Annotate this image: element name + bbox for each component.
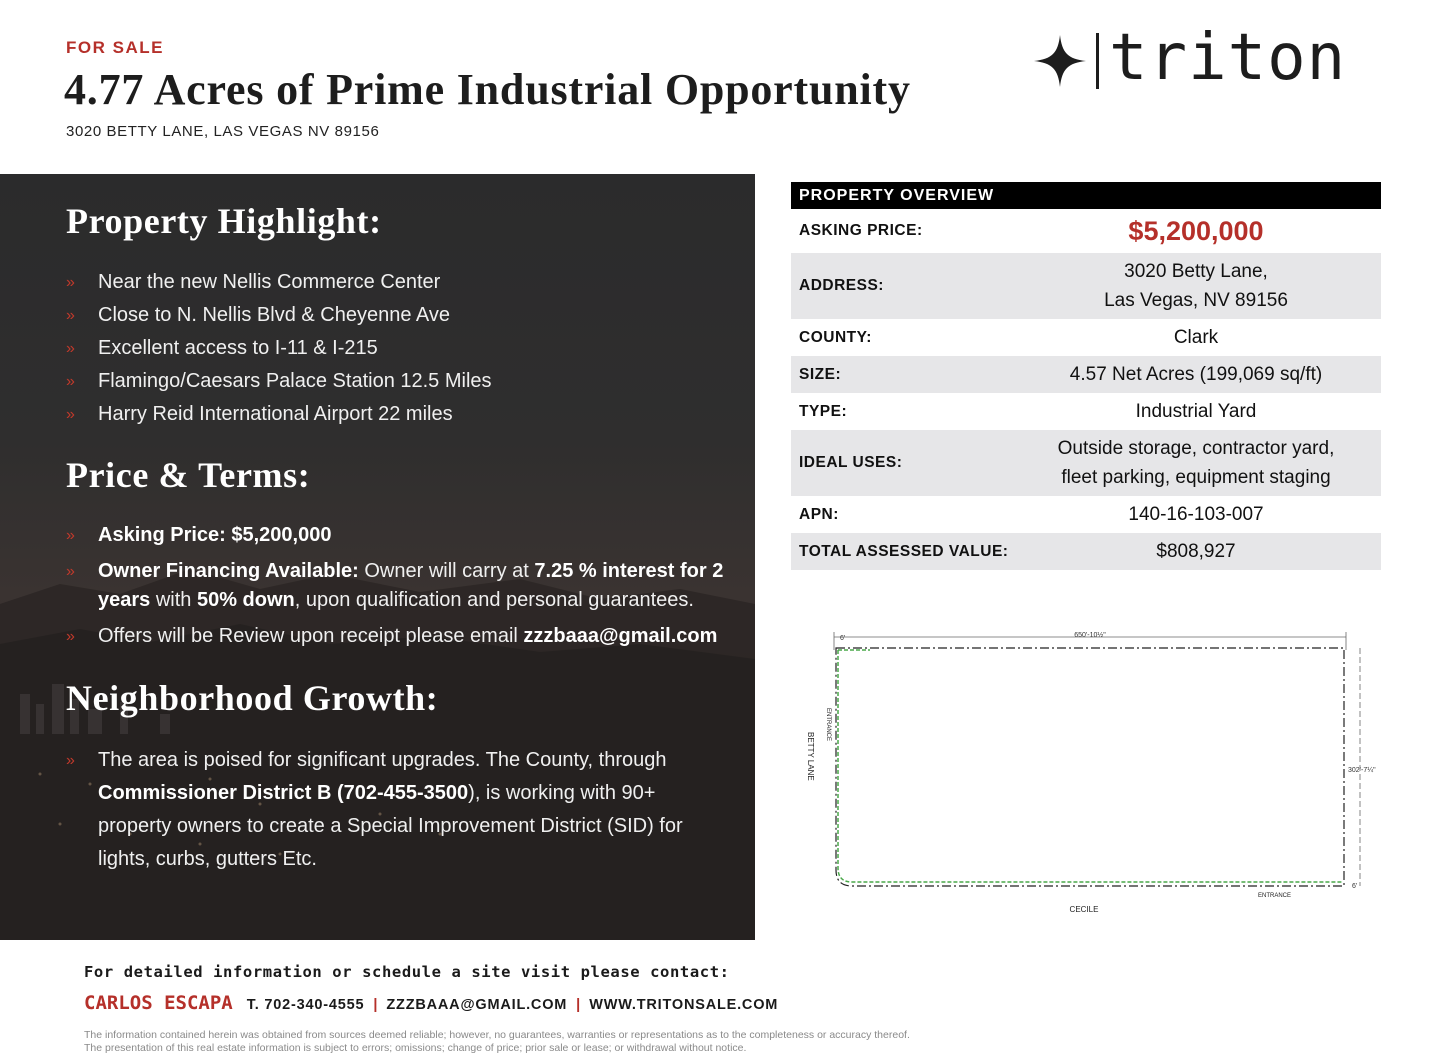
neighborhood-list <box>66 744 706 876</box>
price-terms-list <box>66 521 736 658</box>
row-label: SIZE: <box>799 365 842 383</box>
row-value: 3020 Betty Lane, Las Vegas, NV 89156 <box>1104 261 1288 311</box>
chevron-right-icon: » <box>66 406 75 423</box>
row-label: ADDRESS: <box>799 277 884 294</box>
separator: | <box>576 997 581 1013</box>
list-item: » Close to N. Nellis Blvd & Cheyenne Ave <box>66 299 492 332</box>
bottom-offset-label: 6' <box>1352 883 1358 890</box>
list-item: » Owner Financing Available: Owner will carry at 7.25 % interest for 2 years with 50% down, upon qualification and personal guarantees. <box>66 557 736 615</box>
row-label: COUNTY: <box>799 328 872 346</box>
table-row <box>791 393 1381 430</box>
contact-email: zzzbaaa@gmail.com <box>523 625 718 647</box>
disclaimer-line: The presentation of this real estate information is subject to errors; omissions; change of price; prior sale or lease; or withdrawal without notice. <box>84 1042 747 1054</box>
chevron-right-icon: » <box>66 340 75 357</box>
row-value: Clark <box>1173 327 1219 348</box>
list-item: » Offers will be Review upon receipt please email zzzbaaa@gmail.com <box>66 622 736 651</box>
right-dimension-label: 302'-7¼" <box>1348 767 1376 774</box>
list-item: » Harry Reid International Airport 22 miles <box>66 398 492 431</box>
list-item: » Excellent access to I-11 & I-215 <box>66 332 492 365</box>
row-label: TOTAL ASSESSED VALUE: <box>799 542 1009 560</box>
highlights-list <box>66 266 492 431</box>
chevron-right-icon: » <box>66 307 75 324</box>
street-label-betty-lane: BETTY LANE <box>806 732 815 781</box>
brand-logo <box>1032 21 1347 96</box>
top-dimension-label: 650'-10½" <box>1074 632 1106 639</box>
table-row <box>791 430 1381 496</box>
table-row <box>791 253 1381 319</box>
site-plan-diagram <box>790 620 1390 920</box>
chevron-right-icon: » <box>66 752 75 769</box>
list-item: » Near the new Nellis Commerce Center <box>66 266 492 299</box>
highlights-panel <box>0 174 755 940</box>
neighborhood-heading: Neighborhood Growth: <box>66 678 439 718</box>
row-label: TYPE: <box>799 402 848 420</box>
row-value: 140-16-103-007 <box>1128 504 1264 525</box>
row-value: Outside storage, contractor yard, fleet parking, equipment staging <box>1057 438 1335 488</box>
list-item: » The area is poised for significant upgrades. The County, through Commissioner District B (702-455-3500), is working with 90+ property owners to create a Special Improvement District (SID) for lights, curbs, gutters Etc. <box>66 744 706 876</box>
list-item: » Asking Price: $5,200,000 <box>66 521 736 550</box>
contact-prompt: For detailed information or schedule a site visit please contact: <box>84 963 730 981</box>
asking-price-value: $5,200,000 <box>1128 215 1264 246</box>
disclaimer <box>84 1029 910 1055</box>
top-offset-label: 6' <box>840 635 846 642</box>
fence-line <box>838 650 1342 882</box>
contact-info <box>84 992 778 1014</box>
chevron-right-icon: » <box>66 563 75 580</box>
entrance-label-left: ENTRANCE <box>825 708 831 742</box>
contact-email-link[interactable]: ZZZBAAA@GMAIL.COM <box>386 997 568 1013</box>
brand-name: triton <box>1109 21 1347 95</box>
entrance-label-bottom: ENTRANCE <box>1258 893 1292 899</box>
contact-phone: T. 702-340-4555 <box>246 997 365 1013</box>
table-row <box>791 209 1381 253</box>
row-value: 4.57 Net Acres (199,069 sq/ft) <box>1069 364 1323 385</box>
row-label: IDEAL USES: <box>799 454 903 471</box>
street-label-cecile: CECILE <box>1069 905 1099 914</box>
lot-boundary <box>836 648 1344 886</box>
row-label: APN: <box>799 505 839 523</box>
table-row <box>791 356 1381 393</box>
highlights-heading: Property Highlight: <box>66 201 382 241</box>
logo-divider <box>1096 33 1099 89</box>
price-terms-heading: Price & Terms: <box>66 455 311 495</box>
disclaimer-line: The information contained herein was obtained from sources deemed reliable; however, no guarantees, warranties or representations as to the completeness or accuracy thereof. <box>84 1029 910 1041</box>
chevron-right-icon: » <box>66 628 75 645</box>
for-sale-tag: FOR SALE <box>66 38 164 57</box>
chevron-right-icon: » <box>66 274 75 291</box>
list-item: » Flamingo/Caesars Palace Station 12.5 Miles <box>66 365 492 398</box>
separator: | <box>373 997 378 1013</box>
property-overview-table <box>791 182 1381 570</box>
four-point-star-icon <box>1032 33 1088 89</box>
row-value: Industrial Yard <box>1135 401 1257 422</box>
contact-name: CARLOS ESCAPA <box>84 992 233 1014</box>
website-link[interactable]: WWW.TRITONSALE.COM <box>589 997 779 1013</box>
property-address: 3020 BETTY LANE, LAS VEGAS NV 89156 <box>66 123 380 140</box>
chevron-right-icon: » <box>66 527 75 544</box>
table-row <box>791 496 1381 533</box>
row-value: $808,927 <box>1156 541 1236 562</box>
row-label: ASKING PRICE: <box>799 222 923 239</box>
table-row <box>791 319 1381 356</box>
overview-heading: PROPERTY OVERVIEW <box>791 182 1381 209</box>
page-title: 4.77 Acres of Prime Industrial Opportunity <box>64 65 911 114</box>
chevron-right-icon: » <box>66 373 75 390</box>
table-row <box>791 533 1381 570</box>
